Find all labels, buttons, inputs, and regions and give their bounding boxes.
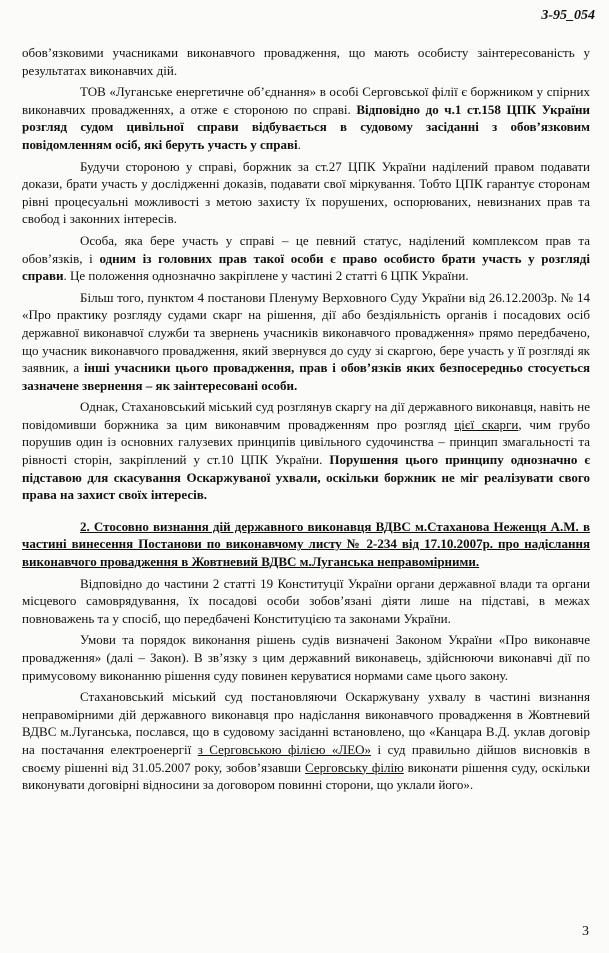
paragraph-2-bold: Відповідно до ч.1 ст.158 ЦПК України розгляд судом цивільної справи відбувається в судовому засіданні з обов’язковим повідомленням осіб, які беруть участь у справі xyxy=(22,101,590,152)
paragraph-8: Умови та порядок виконання рішень судів визначені Законом України «Про виконавче провадження» (далі – Закон). В зв’язку з цим державний виконавець, здійснюючи виконавчі дії по примусовому виконанню рішення суду повинен керуватися нормами саме цього закону. xyxy=(22,632,590,683)
paragraph-4 xyxy=(22,232,590,285)
paragraph-1: обов’язковими учасниками виконавчого провадження, що мають особисту заінтересованість у результатах виконавчих дій. xyxy=(22,45,590,78)
paragraph-6-underline: цієї скарги xyxy=(454,416,519,432)
paragraph-9-text: Стахановський міський суд постановляючи Оскаржувану ухвалу в частині визнання неправомірними дій державного виконавця про надіслання виконавчого провадження в Жовтневий ВДВС м.Луганська, послався, що в судовому засіданні встановлено, що «Канцара В.Д. уклав договір на постачання електроенергії xyxy=(22,689,590,757)
paragraph-6 xyxy=(22,398,590,504)
paragraph-5-bold: інші учасники цього провадження, прав і обов’язків яких безпосередньо стосується зазначене звернення – як заінтересовані особи. xyxy=(22,360,591,393)
paragraph-6-text: Однак, Стахановський міський суд розглянув скаргу на дії державного виконавця, навіть не повідомивши боржника за цим виконавчим провадженням про розгляд xyxy=(22,399,590,432)
paragraph-2-text: ТОВ «Луганське енергетичне об’єднання» в особі Серговської філії є боржником у спірних виконавчих провадженнях, а отже є стороною по справі. xyxy=(22,84,590,117)
paragraph-3: Будучи стороною у справі, боржник за ст.27 ЦПК України наділений правом подавати докази, брати участь у дослідженні доказів, подавати свої міркування. Тобто ЦПК гарантує сторонам рівні процесуальні можливості з метою захисту їх порушених, оспорюваних, невизнаних прав та свобод і законних інтересів. xyxy=(22,158,590,227)
paragraph-9-underline-2: Серговську філію xyxy=(305,759,404,775)
section-gap xyxy=(22,508,590,518)
page-number: 3 xyxy=(582,924,589,939)
paragraph-9-underline-1: з Серговською філією «ЛЕО» xyxy=(197,741,372,757)
paragraph-7: Відповідно до частини 2 статті 19 Конституції України органи державної влади та органи місцевого самоврядування, їх посадові особи зобов’язані діяти лише на підставі, в межах повноважень та у спосіб, що передбачені Конституцією та законами України. xyxy=(22,575,590,626)
document-body xyxy=(22,44,590,798)
paragraph-2 xyxy=(22,83,590,153)
paragraph-5-text: Більш того, пунктом 4 постанови Пленуму Верховного Суду України від 26.12.2003р. № 14 «Про практику розгляду судами скарг на рішення, дії або бездіяльність органів і посадових осіб державної виконавчої служби та звернень учасників виконавчого провадження» прямо передбачено, що учасник виконавчого провадження, який звернувся до суду зі скаргою, бере участь у її розгляді як заявник, а xyxy=(22,289,590,376)
paragraph-4-text: Особа, яка бере участь у справі – це певний статус, наділений комплексом прав та обов’язків, і xyxy=(22,232,590,266)
paragraph-6-text-2: , чим грубо порушив один із основних галузевих принципів цивільного судочинства – принцип змагальності та рівності сторін, закріплений у ст.10 ЦПК України. xyxy=(22,416,590,468)
paragraph-9-text-3: виконати рішення суду, оскільки виконувати договірні відносини за договором повинні сторони, що уклали його». xyxy=(22,759,590,793)
section-2-heading: 2. Стосовно визнання дій державного виконавця ВДВС м.Стаханова Неженця А.М. в частині винесення Постанови по виконавчому листу № 2-234 від 17.10.2007р. про надіслання виконавчого провадження в Жовтневий ВДВС м.Луганська неправомірними. xyxy=(22,518,590,570)
paragraph-4-end: . Це положення однозначно закріплене у частині 2 статті 6 ЦПК України. xyxy=(63,268,469,284)
paragraph-5 xyxy=(22,289,590,395)
paragraph-9 xyxy=(22,688,590,794)
paragraph-6-bold: Порушення цього принципу однозначно є підставою для скасування Оскаржуваної ухвали, оскільки боржник не міг реалізувати свого права на захист своїх інтересів. xyxy=(22,452,590,503)
paragraph-4-bold: одним із головних прав такої особи є право особисто брати участь у розгляді справи xyxy=(22,250,590,284)
paragraph-2-end: . xyxy=(297,136,301,152)
paragraph-9-text-2: і суд правильно дійшов висновків в своєму рішенні від 31.05.2007 року, зобов’язавши xyxy=(22,741,591,775)
document-id: 3-95_054 xyxy=(541,8,595,23)
